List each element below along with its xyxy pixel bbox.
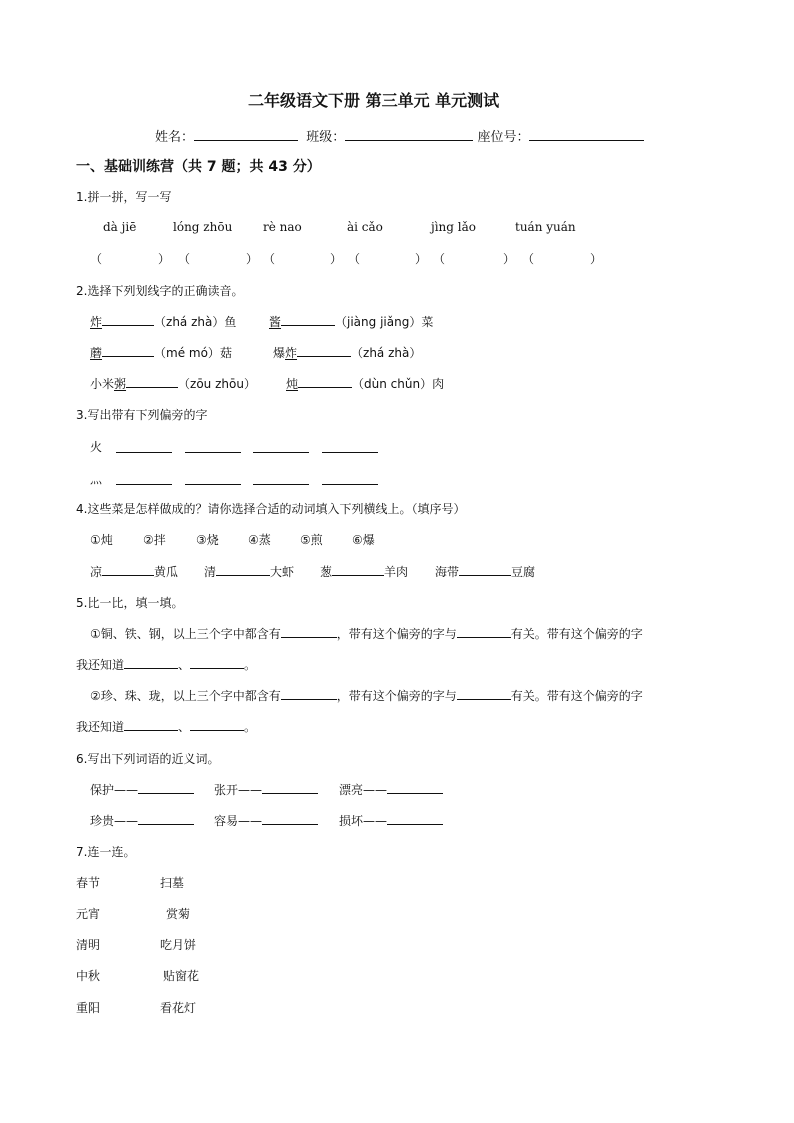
answer-blank[interactable] xyxy=(216,563,270,576)
pinyin-options: （dùn chǔn） xyxy=(352,377,433,391)
pinyin-item: rè nao xyxy=(263,220,302,234)
custom-item[interactable]: 贴窗花 xyxy=(163,969,200,983)
pinyin-options: （jiàng jiǎng） xyxy=(335,315,422,329)
underlined-char: 粥 xyxy=(114,377,127,391)
paren-open: （ xyxy=(178,252,191,266)
reading-item xyxy=(273,344,421,361)
pinyin-item: ài cǎo xyxy=(347,220,383,234)
festival-item[interactable]: 中秋 xyxy=(76,969,101,983)
question-prompt: 3.写出带有下列偏旁的字 xyxy=(76,408,208,422)
custom-item[interactable]: 吃月饼 xyxy=(160,938,197,952)
text-part: 、 xyxy=(178,720,191,734)
pinyin-options: （mé mó） xyxy=(154,346,220,360)
answer-blank[interactable] xyxy=(459,563,511,576)
answer-blank[interactable] xyxy=(190,718,244,731)
dish-post: 豆腐 xyxy=(511,565,536,579)
answer-blank[interactable] xyxy=(322,440,378,453)
question-prompt: 5.比一比，填一填。 xyxy=(76,596,184,610)
option-item: ④蒸 xyxy=(248,533,271,547)
question-prompt: 6.写出下列词语的近义词。 xyxy=(76,752,220,766)
reading-item xyxy=(286,375,444,392)
dash: —— xyxy=(114,814,139,828)
answer-blank[interactable] xyxy=(124,656,178,669)
festival-item[interactable]: 春节 xyxy=(76,876,101,890)
answer-blank[interactable] xyxy=(138,781,194,794)
word: 容易 xyxy=(214,814,239,828)
synonym-item xyxy=(214,781,318,798)
answer-blank[interactable] xyxy=(116,472,172,485)
student-info-line xyxy=(155,126,644,145)
dish-item xyxy=(435,563,535,580)
paren-open: （ xyxy=(90,252,103,266)
festival-item[interactable]: 重阳 xyxy=(76,1001,101,1015)
word-part: 小米 xyxy=(90,377,115,391)
dash: —— xyxy=(363,814,388,828)
answer-blank[interactable] xyxy=(457,625,511,638)
text-part: 。 xyxy=(244,720,257,734)
answer-blank[interactable] xyxy=(281,687,337,700)
dish-pre: 凉 xyxy=(90,565,103,579)
reading-item xyxy=(90,313,236,330)
text-part: 我还知道 xyxy=(76,720,125,734)
answer-blank[interactable] xyxy=(281,625,337,638)
answer-blank[interactable] xyxy=(102,344,154,357)
option-item: ⑤煎 xyxy=(300,533,323,547)
text-part: ，带有这个偏旁的字与 xyxy=(336,689,457,703)
dish-post: 羊肉 xyxy=(384,565,409,579)
answer-blank[interactable] xyxy=(322,472,378,485)
word: 保护 xyxy=(90,783,115,797)
seat-label: 座位号： xyxy=(477,130,530,145)
answer-blank[interactable] xyxy=(253,472,309,485)
compare-line xyxy=(90,625,643,642)
word-part: 爆 xyxy=(273,346,286,360)
radical-row xyxy=(90,470,102,487)
answer-blank[interactable] xyxy=(102,313,154,326)
dish-pre: 海带 xyxy=(435,565,460,579)
dash: —— xyxy=(238,783,263,797)
option-item: ②拌 xyxy=(143,533,166,547)
paren-open: （ xyxy=(433,252,446,266)
answer-blank[interactable] xyxy=(124,718,178,731)
paren-close: ） xyxy=(330,252,343,266)
text-part: 有关。带有这个偏旁的字 xyxy=(510,627,643,641)
text-part: 我还知道 xyxy=(76,658,125,672)
class-blank[interactable] xyxy=(345,128,473,141)
answer-blank[interactable] xyxy=(262,812,318,825)
word-part: 菇 xyxy=(219,346,232,360)
answer-blank[interactable] xyxy=(102,563,154,576)
word-part: 肉 xyxy=(432,377,445,391)
option-item: ③烧 xyxy=(196,533,219,547)
answer-blank[interactable] xyxy=(457,687,511,700)
paren-close: ） xyxy=(415,252,428,266)
radical-row xyxy=(90,438,102,455)
dash: —— xyxy=(363,783,388,797)
answer-blank[interactable] xyxy=(190,656,244,669)
compare-line xyxy=(76,656,256,673)
answer-blank[interactable] xyxy=(332,563,384,576)
dash: —— xyxy=(238,814,263,828)
paren-close: ） xyxy=(503,252,516,266)
class-label: 班级： xyxy=(306,130,346,145)
word-part: 鱼 xyxy=(224,315,237,329)
text-part: 有关。带有这个偏旁的字 xyxy=(510,689,643,703)
paren-open: （ xyxy=(522,252,535,266)
compare-line xyxy=(90,687,643,704)
paren-close: ） xyxy=(590,252,603,266)
text-part: 、 xyxy=(178,658,191,672)
synonym-item xyxy=(339,781,443,798)
pinyin-row xyxy=(103,220,585,234)
custom-item[interactable]: 看花灯 xyxy=(160,1001,197,1015)
option-item: ①炖 xyxy=(90,533,113,547)
word: 损坏 xyxy=(339,814,364,828)
reading-item xyxy=(90,344,232,361)
pinyin-item: tuán yuán xyxy=(515,220,576,234)
reading-item xyxy=(90,375,256,392)
synonym-item xyxy=(90,781,194,798)
answer-blank[interactable] xyxy=(298,375,352,388)
pinyin-options: （zhá zhà） xyxy=(154,315,225,329)
word: 张开 xyxy=(214,783,239,797)
underlined-char: 蘑 xyxy=(90,346,103,360)
custom-item[interactable]: 赏菊 xyxy=(166,907,191,921)
compare-line xyxy=(76,718,256,735)
question-prompt: 2.选择下列划线字的正确读音。 xyxy=(76,284,244,298)
answer-blank[interactable] xyxy=(387,781,443,794)
synonym-item xyxy=(214,812,318,829)
page-title: 二年级语文下册 第三单元 单元测试 xyxy=(248,91,500,110)
answer-blank[interactable] xyxy=(253,440,309,453)
text-part: ②珍、珠、珑，以上三个字中都含有 xyxy=(90,689,281,703)
name-blank[interactable] xyxy=(194,128,298,141)
option-item: ⑥爆 xyxy=(352,533,375,547)
question-prompt: 4.这些菜是怎样做成的？请你选择合适的动词填入下列横线上。（填序号） xyxy=(76,502,466,516)
seat-blank[interactable] xyxy=(529,128,644,141)
underlined-char: 酱 xyxy=(269,315,282,329)
pinyin-item: lóng zhōu xyxy=(173,220,233,234)
underlined-char: 炸 xyxy=(285,346,298,360)
answer-blank[interactable] xyxy=(138,812,194,825)
answer-blank[interactable] xyxy=(185,472,241,485)
custom-item[interactable]: 扫墓 xyxy=(160,876,185,890)
paren-close: ） xyxy=(246,252,259,266)
paren-close: ） xyxy=(158,252,171,266)
dish-post: 黄瓜 xyxy=(154,565,179,579)
paren-open: （ xyxy=(263,252,276,266)
underlined-char: 炖 xyxy=(286,377,299,391)
dish-item xyxy=(320,563,408,580)
synonym-item xyxy=(90,812,194,829)
name-label: 姓名： xyxy=(155,130,195,145)
dish-item xyxy=(90,563,178,580)
radical-label: 灬 xyxy=(90,472,103,486)
underlined-char: 炸 xyxy=(90,315,103,329)
answer-blank[interactable] xyxy=(387,812,443,825)
word-part: 菜 xyxy=(421,315,434,329)
festival-item[interactable]: 清明 xyxy=(76,938,101,952)
pinyin-options: （zōu zhōu） xyxy=(178,377,256,391)
paren-open: （ xyxy=(348,252,361,266)
word: 漂亮 xyxy=(339,783,364,797)
answer-blank[interactable] xyxy=(297,344,351,357)
synonym-item xyxy=(339,812,443,829)
answer-blank[interactable] xyxy=(126,375,178,388)
pinyin-item: jìng lǎo xyxy=(431,220,476,234)
dish-pre: 清 xyxy=(204,565,217,579)
answer-blank[interactable] xyxy=(262,781,318,794)
text-part: 。 xyxy=(244,658,257,672)
dash: —— xyxy=(114,783,139,797)
text-part: ，带有这个偏旁的字与 xyxy=(336,627,457,641)
pinyin-item: dà jiē xyxy=(103,220,137,234)
answer-blank[interactable] xyxy=(281,313,335,326)
dish-pre: 葱 xyxy=(320,565,333,579)
answer-blank[interactable] xyxy=(116,440,172,453)
pinyin-options: （zhá zhà） xyxy=(351,346,422,360)
question-prompt: 1.拼一拼，写一写 xyxy=(76,190,172,204)
reading-item xyxy=(269,313,433,330)
question-prompt: 7.连一连。 xyxy=(76,845,136,859)
word: 珍贵 xyxy=(90,814,115,828)
answer-blank[interactable] xyxy=(185,440,241,453)
dish-item xyxy=(204,563,294,580)
text-part: ①铜、铁、钢，以上三个字中都含有 xyxy=(90,627,281,641)
dish-post: 大虾 xyxy=(270,565,295,579)
festival-item[interactable]: 元宵 xyxy=(76,907,101,921)
section-heading: 一、基础训练营（共 7 题；共 43 分） xyxy=(76,159,321,175)
radical-label: 火 xyxy=(90,440,103,454)
